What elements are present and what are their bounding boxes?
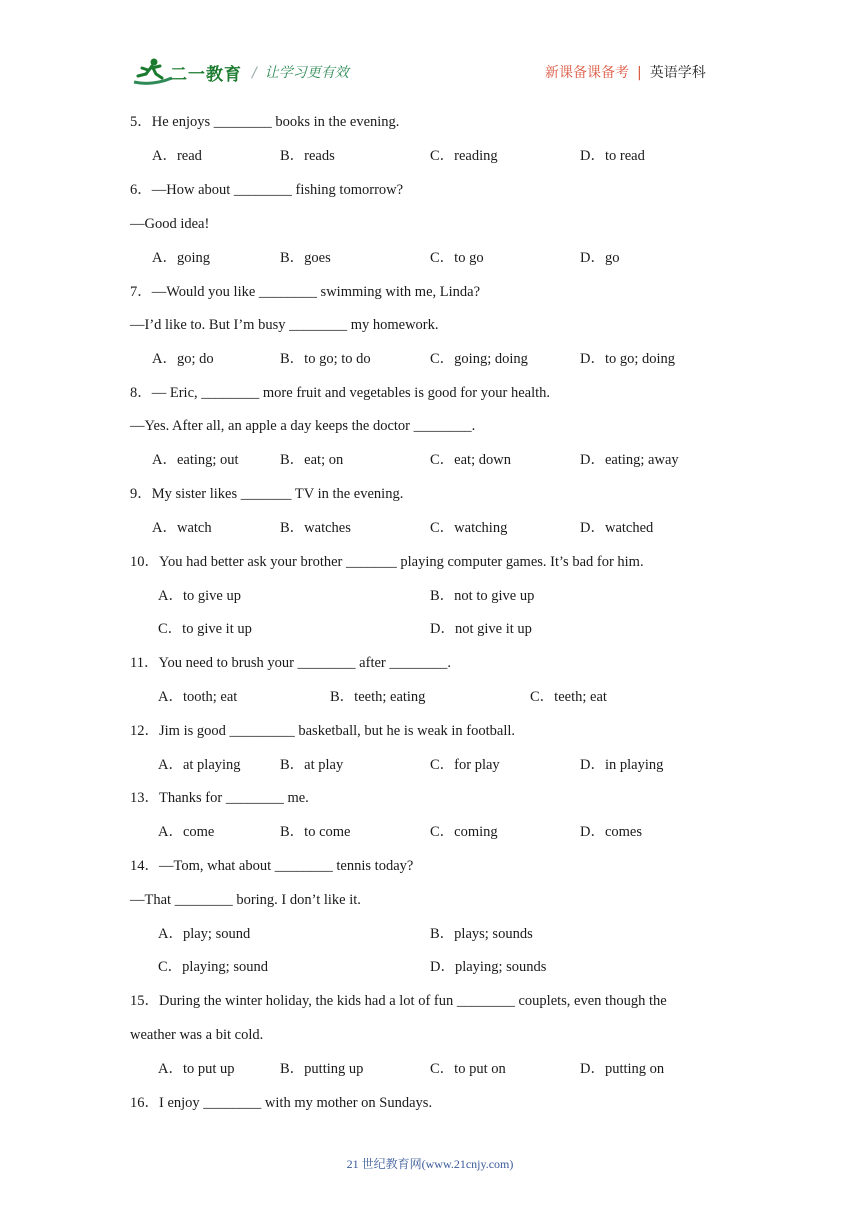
option-d: D．watched <box>580 520 654 536</box>
option-d: D．putting on <box>580 1061 665 1077</box>
option-a: A．going <box>152 250 210 266</box>
option-b: B．reads <box>280 148 335 164</box>
page-footer: 21 世纪教育网(www.21cnjy.com) <box>346 1157 514 1171</box>
question-reply: —Yes. After all, an apple a day keeps the doctor ________. <box>130 418 476 434</box>
question-stem: 11．You need to brush your ________ after ________. <box>130 655 451 671</box>
tagline: 新课备课备考 | 英语学科 <box>545 65 706 81</box>
logo-text: 二一教育 <box>170 65 242 85</box>
option-b: B．watches <box>280 520 351 536</box>
option-a: A．read <box>152 148 202 164</box>
option-d: D．playing; sounds <box>430 959 547 975</box>
option-a: A．to put up <box>158 1061 235 1077</box>
option-a: A．at playing <box>158 757 241 773</box>
question-stem: 16．I enjoy ________ with my mother on Sundays. <box>130 1095 433 1111</box>
question-stem: 12．Jim is good _________ basketball, but he is weak in football. <box>130 723 516 739</box>
slogan: / 让学习更有效 <box>252 65 349 81</box>
option-c: C．playing; sound <box>158 959 268 975</box>
question-stem: 6．—How about ________ fishing tomorrow? <box>130 182 404 198</box>
option-d: D．to go; doing <box>580 351 676 367</box>
option-d: D．comes <box>580 824 643 840</box>
option-a: A．go; do <box>152 351 214 367</box>
question-stem: 10．You had better ask your brother _______ playing computer games. It’s bad for him. <box>130 554 644 570</box>
question-stem: 13．Thanks for ________ me. <box>130 790 309 806</box>
option-c: C．going; doing <box>430 351 528 367</box>
option-b: B．goes <box>280 250 331 266</box>
question-stem-continued: weather was a bit cold. <box>130 1027 264 1043</box>
question-reply: —Good idea! <box>130 216 210 232</box>
option-b: B．to go; to do <box>280 351 371 367</box>
question-reply: —I’d like to. But I’m busy ________ my homework. <box>130 317 439 333</box>
option-d: D．in playing <box>580 757 664 773</box>
option-a: A．watch <box>152 520 212 536</box>
option-c: C．reading <box>430 148 498 164</box>
option-d: D．to read <box>580 148 645 164</box>
option-c: C．teeth; eat <box>530 689 607 705</box>
option-a: A．to give up <box>158 588 241 604</box>
slogan-text: 让学习更有效 <box>264 65 349 81</box>
tagline-text: 新课备课备考 <box>545 65 629 81</box>
option-b: B．putting up <box>280 1061 364 1077</box>
option-a: A．eating; out <box>152 452 239 468</box>
option-c: C．to go <box>430 250 484 266</box>
option-d: D．go <box>580 250 620 266</box>
page-header <box>0 0 860 100</box>
option-c: C．for play <box>430 757 500 773</box>
question-stem: 9．My sister likes _______ TV in the evening. <box>130 486 404 502</box>
option-c: C．coming <box>430 824 498 840</box>
question-stem: 5．He enjoys ________ books in the evening. <box>130 114 400 130</box>
option-d: D．not give it up <box>430 621 532 637</box>
option-b: B．teeth; eating <box>330 689 426 705</box>
option-b: B．plays; sounds <box>430 926 533 942</box>
option-c: C．watching <box>430 520 508 536</box>
question-stem: 15．During the winter holiday, the kids had a lot of fun ________ couplets, even though the <box>130 993 667 1009</box>
option-b: B．at play <box>280 757 344 773</box>
option-b: B．eat; on <box>280 452 344 468</box>
question-stem: 7．—Would you like ________ swimming with me, Linda? <box>130 284 481 300</box>
option-d: D．eating; away <box>580 452 679 468</box>
option-a: A．tooth; eat <box>158 689 238 705</box>
question-stem: 8．— Eric, ________ more fruit and vegetables is good for your health. <box>130 385 550 401</box>
subject-label: 英语学科 <box>649 65 706 81</box>
option-c: C．to put on <box>430 1061 506 1077</box>
option-c: C．to give it up <box>158 621 252 637</box>
option-c: C．eat; down <box>430 452 511 468</box>
option-b: B．to come <box>280 824 351 840</box>
question-stem: 14．—Tom, what about ________ tennis today? <box>130 858 414 874</box>
option-a: A．play; sound <box>158 926 251 942</box>
option-a: A．come <box>158 824 215 840</box>
question-reply: —That ________ boring. I don’t like it. <box>130 892 361 908</box>
option-b: B．not to give up <box>430 588 535 604</box>
